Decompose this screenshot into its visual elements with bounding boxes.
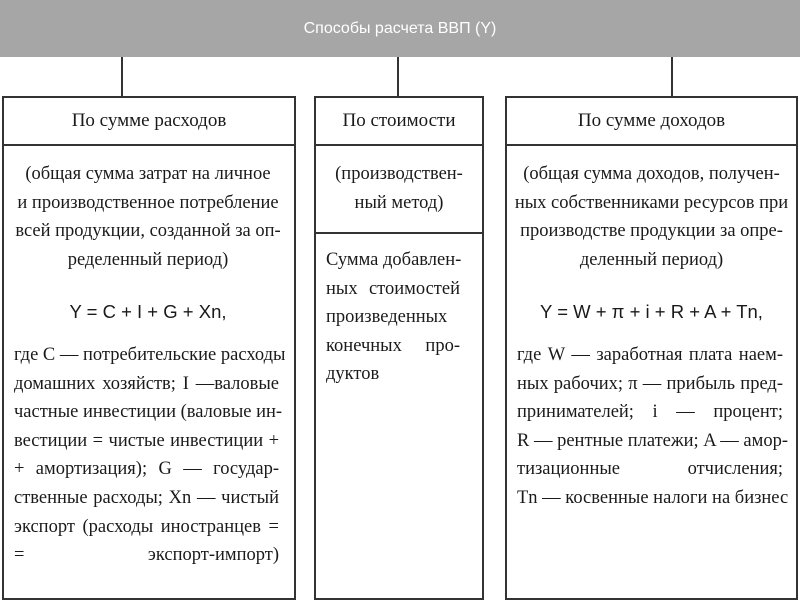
diagram-title: Способы расчета ВВП (Y) xyxy=(0,0,800,57)
income-method-box xyxy=(505,96,798,600)
value-added-method-definition: Сумма добавлен- ных стоимостей произведенных конечных про- дуктов xyxy=(326,250,462,385)
income-method-legend: где W — заработная плата наем- ных рабочих; π — прибыль пред- принимателей; i — процент; R — рентные платежи; A — амор- тизационные отчисления; Tn — косвенные налоги на бизнес xyxy=(517,345,789,508)
expenditure-method-legend: где C — потребительские расходы домашних хозяйств; I —валовые частные инвестиции (валовые ин- вестиции = чистые инвестиции + + амортизация); G — государ- ственные расходы; Xn — чистый экспорт (расходы иностранцев = = экспорт-импорт) xyxy=(14,345,286,566)
connector-right xyxy=(671,57,673,96)
header-divider xyxy=(505,144,798,146)
expenditure-method-header: По сумме расходов xyxy=(71,110,227,131)
connector-middle xyxy=(397,57,399,96)
header-divider xyxy=(2,144,296,146)
income-method-description: (общая сумма доходов, получен- ных собственниками ресурсов при производстве продукции за опре- деленный период) xyxy=(514,164,789,270)
expenditure-method-description: (общая сумма затрат на личное и производственное потребление всей продукции, созданной за оп- ределенный период) xyxy=(15,164,281,270)
connector-left xyxy=(121,57,123,96)
expenditure-formula: Y = C + I + G + Xn, xyxy=(69,301,227,322)
value-added-method-header: По стоимости xyxy=(342,110,456,131)
value-added-method-description: (производствен- ный метод) xyxy=(335,164,463,213)
income-formula: Y = W + π + i + R + A + Tn, xyxy=(540,301,763,322)
expenditure-method-box xyxy=(2,96,296,600)
header-divider xyxy=(314,144,484,146)
section-divider xyxy=(314,232,484,234)
value-added-method-box xyxy=(314,96,484,600)
income-method-header: По сумме доходов xyxy=(577,110,726,131)
